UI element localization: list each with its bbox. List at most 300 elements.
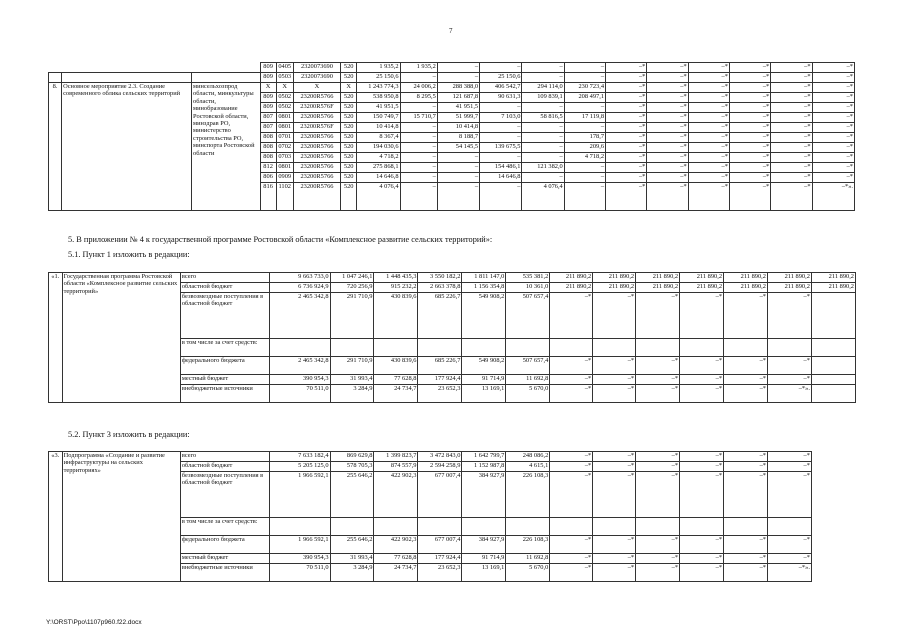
table-cell: 23200R5766 <box>293 153 340 163</box>
table-cell: 1 448 435,3 <box>374 273 418 283</box>
table-cell: 5 205 125,0 <box>269 462 330 472</box>
table-cell <box>811 293 855 339</box>
table-cell: – <box>400 163 437 173</box>
table-cell: X <box>341 83 357 93</box>
table-cell: –* <box>647 123 688 133</box>
table-cell: 4 718,2 <box>564 153 605 163</box>
table-cell: –* <box>680 357 724 375</box>
table-cell: 0703 <box>276 153 293 163</box>
table-cell: 4 718,2 <box>357 153 400 163</box>
table-cell: 1 935,2 <box>357 63 400 73</box>
table-cell: 390 954,3 <box>269 375 330 385</box>
table-cell: –* <box>771 183 812 211</box>
table-cell: –* <box>812 93 854 103</box>
table-cell: –* <box>680 385 724 403</box>
table-cell: 10 414,8 <box>357 123 400 133</box>
table-cell: –* <box>771 113 812 123</box>
table-cell <box>767 339 811 357</box>
table-row <box>49 273 856 283</box>
table-cell: 0909 <box>276 173 293 183</box>
funding-source: федерального бюджета <box>180 536 269 554</box>
table-cell <box>811 357 855 375</box>
table-cell <box>550 339 593 357</box>
table-cell: 809 <box>260 93 276 103</box>
table-cell: –* <box>771 103 812 113</box>
table-cell: – <box>564 183 605 211</box>
table-cell: –* <box>724 554 768 564</box>
table-cell: 0502 <box>276 93 293 103</box>
table-cell: –* <box>636 554 680 564</box>
table-cell: 51 999,7 <box>437 113 479 123</box>
table-cell: 23200R576F <box>293 103 340 113</box>
table-cell: –* <box>724 375 768 385</box>
table-cell: 255 646,2 <box>330 472 374 518</box>
table-cell: –* <box>729 83 770 93</box>
table-cell: 226 108,3 <box>506 536 550 554</box>
table-cell: –* <box>680 375 724 385</box>
paragraph-5: 5. В приложении № 4 к государственной программе Ростовской области «Комплексное развитие сельских территорий»: <box>68 235 493 244</box>
table-cell: –* <box>593 452 636 462</box>
table-cell: 7 633 182,4 <box>269 452 330 462</box>
table-cell: 150 749,7 <box>357 113 400 123</box>
table-cell: –* <box>771 143 812 153</box>
table-cell: – <box>480 183 522 211</box>
table-cell: 0405 <box>276 63 293 73</box>
table-cell: –* <box>767 452 811 462</box>
table-cell: –* <box>636 375 680 385</box>
table-cell: –* <box>606 183 647 211</box>
table-cell: 807 <box>260 123 276 133</box>
table-cell: – <box>400 143 437 153</box>
table-cell: 520 <box>341 173 357 183</box>
table-cell: –* <box>688 133 729 143</box>
table-cell: 808 <box>260 133 276 143</box>
table-cell: 31 993,4 <box>330 554 374 564</box>
table-cell: –* <box>771 73 812 83</box>
table-cell: –* <box>550 554 593 564</box>
table-cell: 1 935,2 <box>400 63 437 73</box>
table-cell: –* <box>771 133 812 143</box>
table-cell <box>330 518 374 536</box>
table-cell: 70 511,0 <box>269 564 330 582</box>
table-row <box>49 83 855 93</box>
table-cell: –* <box>593 564 636 582</box>
table-cell: –* <box>767 293 811 339</box>
table-cell: 121 382,0 <box>522 163 564 173</box>
table-cell: 211 890,2 <box>680 283 724 293</box>
paragraph-5-2: 5.2. Пункт 3 изложить в редакции: <box>68 430 190 439</box>
table-cell: 685 226,7 <box>418 293 462 339</box>
table-cell: 4 076,4 <box>522 183 564 211</box>
table-cell: 23200R5766 <box>293 143 340 153</box>
table-cell: 3 284,9 <box>330 564 374 582</box>
table-cell: 430 839,6 <box>374 357 418 375</box>
table-cell: –* <box>647 133 688 143</box>
table-cell <box>330 339 374 357</box>
table-cell: –*». <box>812 183 854 211</box>
table-cell: – <box>564 123 605 133</box>
table-cell: –* <box>771 123 812 133</box>
table-cell: 520 <box>341 63 357 73</box>
table-cell: 211 890,2 <box>767 283 811 293</box>
table-cell: – <box>480 153 522 163</box>
table-cell: –* <box>724 385 768 403</box>
table-cell: 211 890,2 <box>550 273 593 283</box>
table-cell: 10 361,0 <box>506 283 550 293</box>
table-cell: – <box>400 173 437 183</box>
table-cell: –* <box>688 113 729 123</box>
table-cell: 8 367,4 <box>357 133 400 143</box>
table-cell <box>767 518 811 536</box>
table-cell: 211 890,2 <box>636 283 680 293</box>
table-cell: – <box>437 173 479 183</box>
table-cell: X <box>260 83 276 93</box>
table-cell: –* <box>812 123 854 133</box>
table-cell: –* <box>767 554 811 564</box>
table-cell: –* <box>680 472 724 518</box>
table-cell: 1 966 592,1 <box>269 536 330 554</box>
table-cell: 0502 <box>276 103 293 113</box>
table-cell <box>192 73 261 83</box>
table-cell <box>506 339 550 357</box>
table-cell: –* <box>636 536 680 554</box>
table-cell: 2 465 342,8 <box>269 357 330 375</box>
table-cell: 0702 <box>276 143 293 153</box>
table-cell: –* <box>812 163 854 173</box>
table-cell <box>724 518 768 536</box>
table-cell: – <box>437 183 479 211</box>
table-cell: –* <box>636 293 680 339</box>
table-cell <box>811 385 855 403</box>
table-cell: –* <box>729 113 770 123</box>
table-cell: X <box>293 83 340 93</box>
table-cell: –* <box>729 173 770 183</box>
table-cell: 685 226,7 <box>418 357 462 375</box>
table-cell: 874 557,9 <box>374 462 418 472</box>
table-cell: –* <box>724 564 768 582</box>
file-path-footer: Y:\ORST\Ppo\1107p960.f22.docx <box>46 619 142 626</box>
table-cell: – <box>437 153 479 163</box>
table-cell: 549 908,2 <box>462 357 506 375</box>
table-cell: 538 950,8 <box>357 93 400 103</box>
table-cell: 8. <box>49 83 62 211</box>
table-cell: –* <box>593 462 636 472</box>
table-cell: –* <box>647 153 688 163</box>
table-cell: –* <box>680 293 724 339</box>
table-cell: – <box>522 143 564 153</box>
table-cell: –* <box>729 93 770 103</box>
table-cell: 384 927,9 <box>462 472 506 518</box>
table-cell: 25 150,6 <box>357 73 400 83</box>
funding-source: безвозмездные поступления в областной бюджет <box>180 293 269 339</box>
table-cell: –* <box>636 452 680 462</box>
table-program-total <box>48 272 856 403</box>
table-cell: 211 890,2 <box>593 273 636 283</box>
table-cell: –* <box>729 103 770 113</box>
table-cell: 14 646,8 <box>357 173 400 183</box>
table-cell: –* <box>680 452 724 462</box>
table-cell: 8 295,5 <box>400 93 437 103</box>
table-row <box>49 452 856 462</box>
table-cell: –* <box>647 143 688 153</box>
table-cell: –* <box>771 93 812 103</box>
table-cell: –* <box>647 63 688 73</box>
table-cell: 1 156 354,8 <box>462 283 506 293</box>
table-cell <box>724 339 768 357</box>
table-cell: 230 723,4 <box>564 83 605 93</box>
table-cell: 7 103,0 <box>480 113 522 123</box>
table-cell: 677 007,4 <box>418 472 462 518</box>
table-cell: 807 <box>260 113 276 123</box>
table-cell: 4 076,4 <box>357 183 400 211</box>
program-name: Государственная программа Ростовской области «Комплексное развитие сельских территорий» <box>62 273 180 403</box>
table-cell: –* <box>688 83 729 93</box>
page-number: 7 <box>449 27 453 35</box>
table-cell: 24 734,7 <box>374 385 418 403</box>
table-cell: –* <box>606 103 647 113</box>
table-cell: – <box>480 103 522 113</box>
table-cell: 23 652,3 <box>418 564 462 582</box>
table-cell: 915 232,2 <box>374 283 418 293</box>
table-cell: – <box>437 163 479 173</box>
table-cell: –* <box>729 163 770 173</box>
activity-name: Основное мероприятие 2.3. Создание современного облика сельских территорий <box>62 83 192 211</box>
table-cell: 578 705,3 <box>330 462 374 472</box>
table-cell: 24 006,2 <box>400 83 437 93</box>
table-cell: –* <box>647 183 688 211</box>
table-cell: 90 631,3 <box>480 93 522 103</box>
table-cell: –* <box>606 63 647 73</box>
table-cell: 535 381,2 <box>506 273 550 283</box>
table-cell: 211 890,2 <box>811 283 855 293</box>
table-cell: 58 816,5 <box>522 113 564 123</box>
table-cell <box>680 518 724 536</box>
table-activities <box>48 62 855 211</box>
table-cell: –* <box>724 536 768 554</box>
table-cell: 15 710,7 <box>400 113 437 123</box>
table-cell: –* <box>729 183 770 211</box>
table-cell: –* <box>812 173 854 183</box>
table-cell: –* <box>767 536 811 554</box>
table-cell: –* <box>606 163 647 173</box>
table-cell: –* <box>593 375 636 385</box>
table-cell: –* <box>729 143 770 153</box>
table-cell: –* <box>771 83 812 93</box>
table-cell: –* <box>647 93 688 103</box>
table-cell: – <box>564 103 605 113</box>
table-cell: 430 839,6 <box>374 293 418 339</box>
table-cell: –* <box>724 462 768 472</box>
table-cell: 194 030,6 <box>357 143 400 153</box>
table-cell: 10 414,8 <box>437 123 479 133</box>
table-cell: – <box>522 123 564 133</box>
table-cell: 275 868,1 <box>357 163 400 173</box>
table-cell: –* <box>688 73 729 83</box>
table-cell: 291 710,9 <box>330 357 374 375</box>
table-cell: 211 890,2 <box>724 273 768 283</box>
table-cell: 720 256,9 <box>330 283 374 293</box>
table-cell: –* <box>812 63 854 73</box>
table-cell: 177 924,4 <box>418 554 462 564</box>
table-cell: –* <box>688 93 729 103</box>
table-cell: 1 811 147,0 <box>462 273 506 283</box>
table-cell: – <box>400 73 437 83</box>
table-cell: –* <box>767 357 811 375</box>
table-cell: –* <box>550 357 593 375</box>
table-cell: – <box>437 63 479 73</box>
table-cell: 1 243 774,3 <box>357 83 400 93</box>
table-cell: –* <box>606 93 647 103</box>
table-cell <box>49 73 62 83</box>
table-cell: 23200R5766 <box>293 113 340 123</box>
table-cell: –* <box>724 293 768 339</box>
table-cell: –* <box>812 83 854 93</box>
table-cell: 520 <box>341 153 357 163</box>
table-cell: –* <box>636 462 680 472</box>
table-cell: 23200R5766 <box>293 93 340 103</box>
table-cell: 288 388,0 <box>437 83 479 93</box>
table-cell: 177 924,4 <box>418 375 462 385</box>
funding-source: областной бюджет <box>180 283 269 293</box>
table-cell: –* <box>688 163 729 173</box>
table-cell: – <box>564 63 605 73</box>
table-cell: –* <box>680 536 724 554</box>
table-cell: –* <box>812 153 854 163</box>
table-cell <box>374 339 418 357</box>
table-cell: 291 710,9 <box>330 293 374 339</box>
table-cell <box>636 339 680 357</box>
table-cell: 0801 <box>276 123 293 133</box>
table-cell: –* <box>647 73 688 83</box>
table-cell: 23 652,3 <box>418 385 462 403</box>
table-cell: 3 550 182,2 <box>418 273 462 283</box>
table-cell: 23200R5766 <box>293 163 340 173</box>
table-cell: 1 152 987,8 <box>462 462 506 472</box>
table-cell: 520 <box>341 143 357 153</box>
table-cell: 0701 <box>276 133 293 143</box>
table-cell: 154 486,1 <box>480 163 522 173</box>
table-cell: 4 615,1 <box>506 462 550 472</box>
table-cell: 520 <box>341 103 357 113</box>
table-cell: –* <box>606 153 647 163</box>
table-cell: 5 670,0 <box>506 564 550 582</box>
funding-source: внебюджетные источники <box>180 564 269 582</box>
funding-source: местный бюджет <box>180 554 269 564</box>
funding-source: в том числе за счет средств: <box>180 339 269 357</box>
table-cell <box>269 518 330 536</box>
table-cell: –* <box>724 452 768 462</box>
table-cell: 520 <box>341 113 357 123</box>
table-cell <box>62 73 192 83</box>
table-cell: – <box>522 153 564 163</box>
table-cell: –* <box>636 357 680 375</box>
table-cell: – <box>400 103 437 113</box>
table-cell: –*». <box>767 385 811 403</box>
table-cell: 11 692,8 <box>506 375 550 385</box>
table-cell: 2 465 342,8 <box>269 293 330 339</box>
program-name: Подпрограмма «Создание и развитие инфраструктуры на сельских территориях» <box>62 452 180 582</box>
table-cell: –* <box>647 103 688 113</box>
table-cell: –* <box>812 73 854 83</box>
table-cell: 2 663 378,8 <box>418 283 462 293</box>
table-cell: 812 <box>260 163 276 173</box>
table-cell: 0801 <box>276 163 293 173</box>
table-cell: – <box>564 73 605 83</box>
table-cell: – <box>400 183 437 211</box>
table-cell: 77 628,8 <box>374 554 418 564</box>
table-cell: 14 646,8 <box>480 173 522 183</box>
table-cell: –* <box>688 153 729 163</box>
table-cell: 211 890,2 <box>724 283 768 293</box>
table-cell: –* <box>812 143 854 153</box>
table-cell: 809 <box>260 73 276 83</box>
table-cell: 520 <box>341 73 357 83</box>
table-cell: 1102 <box>276 183 293 211</box>
table-cell: –* <box>647 163 688 173</box>
table-cell: 520 <box>341 133 357 143</box>
table-cell: 13 169,1 <box>462 564 506 582</box>
table-cell <box>418 339 462 357</box>
funding-source: безвозмездные поступления в областной бюджет <box>180 472 269 518</box>
item-number: «1. <box>49 273 63 403</box>
table-cell: 31 993,4 <box>330 375 374 385</box>
table-cell: 248 086,2 <box>506 452 550 462</box>
table-row <box>49 63 855 73</box>
table-cell: –* <box>550 536 593 554</box>
table-cell: 121 687,8 <box>437 93 479 103</box>
table-cell: 208 497,1 <box>564 93 605 103</box>
table-cell: –* <box>647 173 688 183</box>
table-cell: –* <box>593 385 636 403</box>
table-cell: 109 839,1 <box>522 93 564 103</box>
table-cell: –* <box>636 564 680 582</box>
table-cell: –* <box>593 536 636 554</box>
table-cell: –* <box>724 357 768 375</box>
table-cell: –* <box>593 472 636 518</box>
funding-source: внебюджетные источники <box>180 385 269 403</box>
funding-source: областной бюджет <box>180 462 269 472</box>
table-cell: –* <box>550 452 593 462</box>
table-cell: 41 951,5 <box>357 103 400 113</box>
table-cell: 677 007,4 <box>418 536 462 554</box>
table-cell: –* <box>550 564 593 582</box>
table-cell: –* <box>550 385 593 403</box>
table-cell: –* <box>812 113 854 123</box>
table-cell <box>593 518 636 536</box>
table-cell: 0503 <box>276 73 293 83</box>
table-cell: 507 657,4 <box>506 293 550 339</box>
table-cell: –* <box>647 83 688 93</box>
table-cell: 9 663 733,0 <box>269 273 330 283</box>
funding-source: федерального бюджета <box>180 357 269 375</box>
table-cell: –* <box>688 173 729 183</box>
funding-source: всего <box>180 452 269 462</box>
table-cell: –* <box>771 153 812 163</box>
table-cell: –* <box>729 73 770 83</box>
table-cell: X <box>276 83 293 93</box>
table-cell: –* <box>688 123 729 133</box>
table-cell: – <box>480 133 522 143</box>
table-cell: –* <box>550 472 593 518</box>
table-cell: –* <box>688 183 729 211</box>
table-cell: 178,7 <box>564 133 605 143</box>
table-cell: –* <box>688 63 729 73</box>
table-cell: 11 692,8 <box>506 554 550 564</box>
table-cell: 520 <box>341 163 357 173</box>
table-cell: –* <box>550 462 593 472</box>
table-cell: 77 628,8 <box>374 375 418 385</box>
table-cell: –* <box>729 123 770 133</box>
